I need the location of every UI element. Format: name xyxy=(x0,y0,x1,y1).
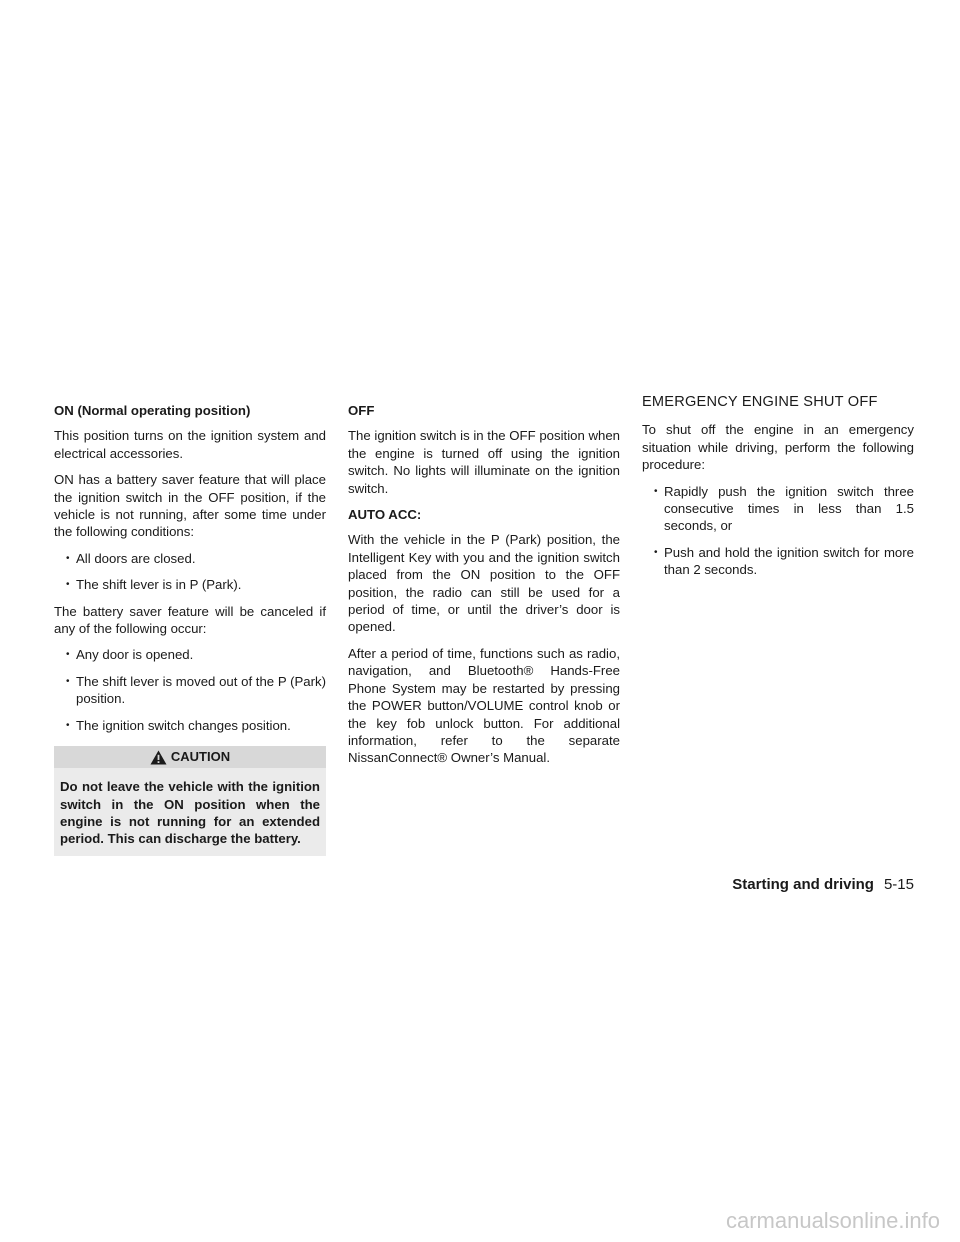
bullet-list xyxy=(54,646,326,734)
page-number: 5-15 xyxy=(883,876,914,893)
column-right xyxy=(642,394,914,588)
list-item: • Push and hold the ignition switch for more than 2 seconds. xyxy=(642,544,914,579)
list-item: • All doors are closed. xyxy=(54,550,326,567)
list-item: • The shift lever is moved out of the P (Park) position. xyxy=(54,673,326,708)
paragraph: ON has a battery saver feature that will place the ignition switch in the OFF position, if the vehicle is not running, after some time under the following conditions: xyxy=(54,472,326,540)
bullet-list xyxy=(54,550,326,594)
section-heading-on: ON (Normal operating position) xyxy=(54,403,251,418)
watermark: carmanualsonline.info xyxy=(725,1208,940,1233)
column-left xyxy=(54,402,326,856)
list-item: • Any door is opened. xyxy=(54,646,326,663)
list-item: • The shift lever is in P (Park). xyxy=(54,576,326,593)
paragraph: This position turns on the ignition system and electrical accessories. xyxy=(54,428,326,461)
bullet-list xyxy=(642,483,914,579)
warning-icon xyxy=(150,750,167,765)
paragraph: The ignition switch is in the OFF position when the engine is turned off using the ignition switch. No lights will illuminate on the ignition switch. xyxy=(348,428,620,496)
section-heading-off: OFF xyxy=(348,403,375,418)
caution-label: CAUTION xyxy=(170,749,231,765)
paragraph: The battery saver feature will be canceled if any of the following occur: xyxy=(54,603,326,637)
caution-text: Do not leave the vehicle with the ignition switch in the ON position when the engine is not running for an extended period. This can discharge the battery. xyxy=(54,768,326,856)
paragraph: To shut off the engine in an emergency situation while driving, perform the following procedure: xyxy=(642,422,914,473)
section-heading-auto-acc: AUTO ACC: xyxy=(348,507,422,523)
column-middle xyxy=(348,402,620,776)
caution-box xyxy=(54,746,326,856)
section-title-emergency: EMERGENCY ENGINE SHUT OFF xyxy=(642,394,878,410)
list-item: • The ignition switch changes position. xyxy=(54,717,326,734)
page-footer xyxy=(732,876,914,893)
paragraph: With the vehicle in the P (Park) position, the Intelligent Key with you and the ignition switch placed from the ON position to the OFF position, the radio can still be used for a period of time, or until the driver’s door is opened. xyxy=(348,532,620,635)
footer-section-name: Starting and driving xyxy=(732,876,874,893)
list-item: • Rapidly push the ignition switch three consecutive times in less than 1.5 seconds, or xyxy=(642,483,914,535)
caution-header xyxy=(54,746,326,768)
paragraph: After a period of time, functions such as radio, navigation, and Bluetooth® Hands-Free Phone System may be restarted by pressing the POWER button/VOLUME control knob or the key fob unlock button. For additional information, refer to the separate NissanConnect® Owner’s Manual. xyxy=(348,645,620,766)
